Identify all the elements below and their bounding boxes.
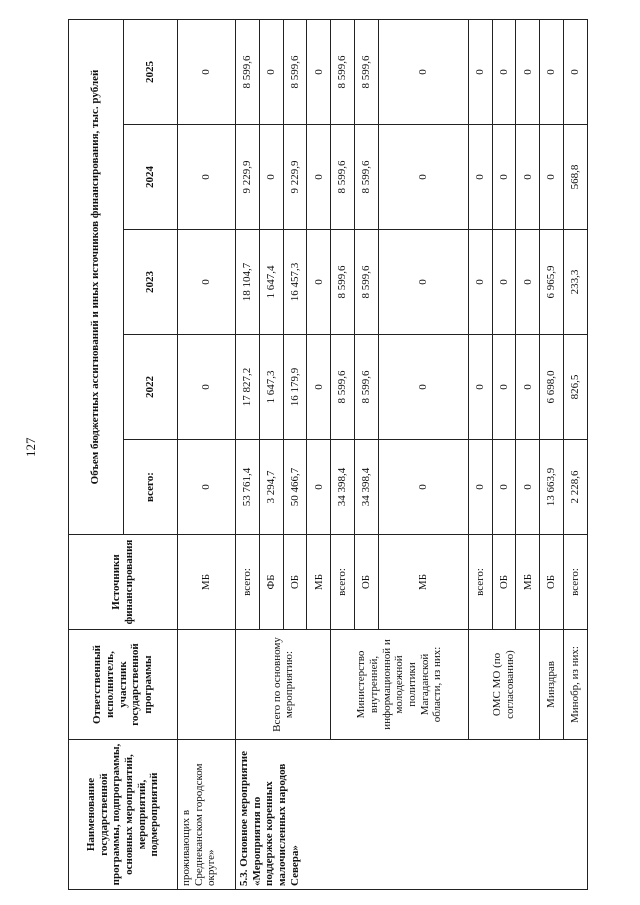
header-sources: Источники финансирования (69, 535, 178, 630)
table-row: ФБ 3 294,7 1 647,3 1 647,4 0 0 (259, 19, 283, 889)
table-row: Министерство внутренней, информационной и молодежной политики Магаданской области, из них: всего: 34 398,4 8 599,6 8 599,6 8 599,6 8 599,6 (331, 19, 355, 889)
oms-label: ОМС МО (по согласованию) (468, 630, 539, 740)
section-title: 5.3. Основное мероприятие «Мероприятия по поддержке коренных малочисленных народов Севера» (236, 740, 588, 890)
minzdrav-label: Минздрав (540, 630, 564, 740)
header-year-2022: 2022 (123, 335, 178, 440)
table-row: Минздрав ОБ 13 663,9 6 698,0 6 965,9 0 0 (540, 19, 564, 889)
header-name: Наименование государственной программы, подпрограммы, основных мероприятий, мероприятий, подмероприятий (69, 740, 178, 890)
table-row: Минобр, из них: всего: 2 228,6 826,5 233,3 568,8 0 (564, 19, 588, 889)
table-row: МБ 0 0 0 0 0 (378, 19, 468, 889)
name-continuation: проживающих в Среднеканском городском округе» (178, 740, 236, 890)
table-row: МБ 0 0 0 0 0 (307, 19, 331, 889)
header-volume: Объем бюджетных ассигнований и иных источников финансирования, тыс. рублей (69, 19, 124, 534)
funding-table (68, 19, 588, 890)
page-number: 127 (23, 437, 38, 457)
table-wrapper (68, 20, 588, 890)
table-row: ОБ 50 466,7 16 179,9 16 457,3 9 229,9 8 599,6 (283, 19, 307, 889)
header-row-1 (69, 19, 124, 889)
table-row: проживающих в Среднеканском городском округе» МБ 0 0 0 0 0 (178, 19, 236, 889)
header-year-2025: 2025 (123, 19, 178, 124)
table-row: ОМС МО (по согласованию) всего: 0 0 0 0 0 (468, 19, 492, 889)
table-row: МБ 0 0 0 0 0 (516, 19, 540, 889)
header-year-2023: 2023 (123, 230, 178, 335)
rotated-page (68, 20, 588, 890)
header-year-total: всего: (123, 440, 178, 535)
header-year-2024: 2024 (123, 125, 178, 230)
table-row: 5.3. Основное мероприятие «Мероприятия по поддержке коренных малочисленных народов Севера» Всего по основному мероприятию: всего: 53 761,4 17 827,2 18 104,7 9 229,9 8 599,6 (236, 19, 260, 889)
header-responsible: Ответственный исполнитель, участник государственной программы (69, 630, 178, 740)
ministry-label: Министерство внутренней, информационной и молодежной политики Магаданской области, из них: (331, 630, 469, 740)
total-label: Всего по основному мероприятию: (236, 630, 331, 740)
minobr-label: Минобр, из них: (564, 630, 588, 740)
table-row: ОБ 0 0 0 0 0 (492, 19, 516, 889)
table-row: ОБ 34 398,4 8 599,6 8 599,6 8 599,6 8 599,6 (355, 19, 379, 889)
